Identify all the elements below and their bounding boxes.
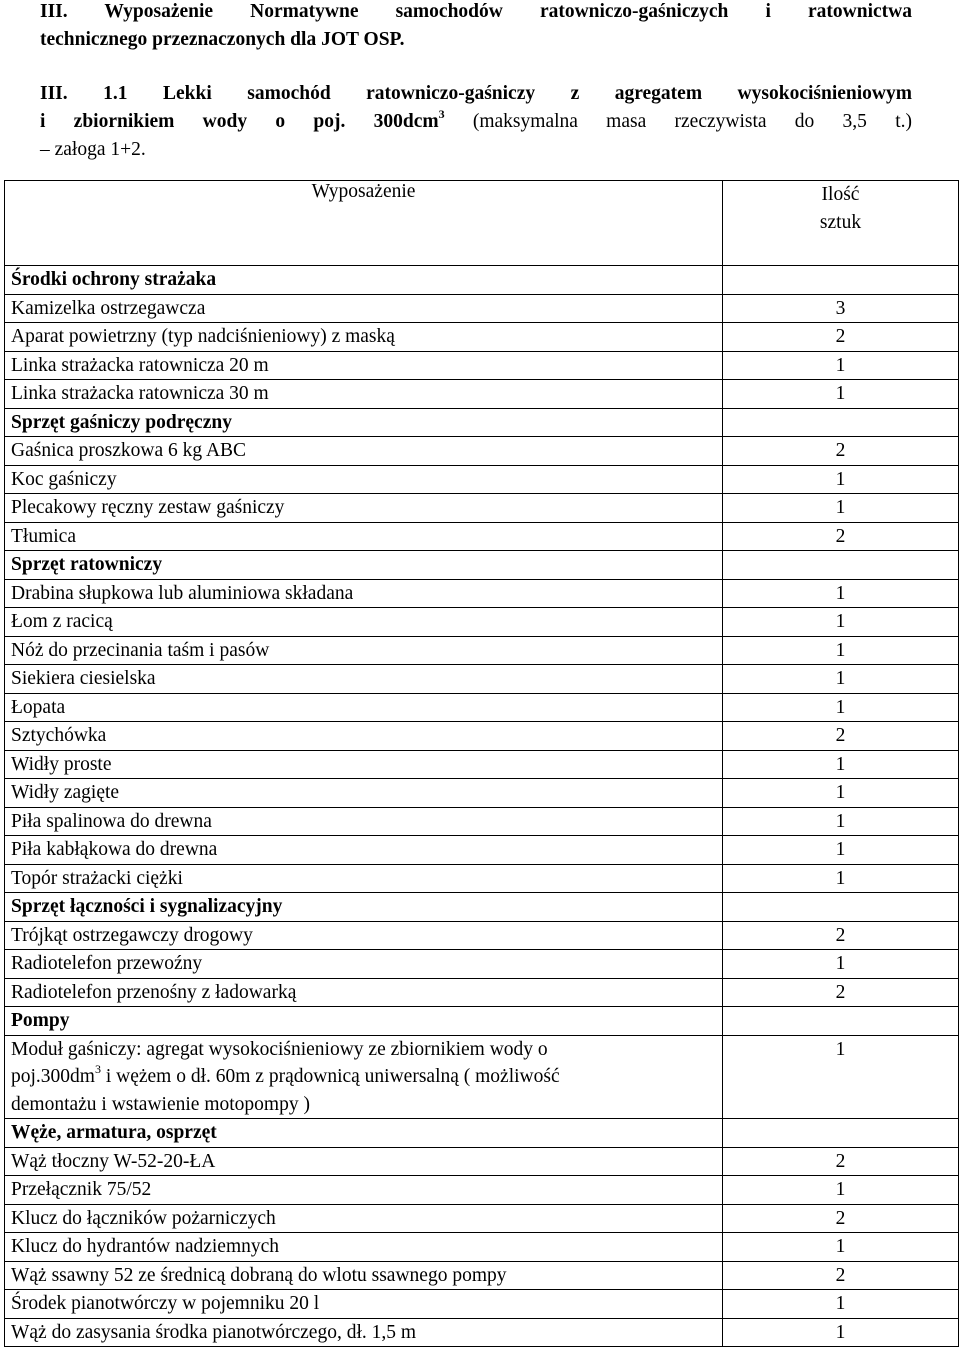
subsection-title-bold: i zbiornikiem wody o poj. 300dcm — [40, 111, 439, 132]
section-title-line-2: technicznego przeznaczonych dla JOT OSP. — [40, 29, 405, 50]
item-quantity: 1 — [723, 1290, 959, 1319]
item-name: Klucz do hydrantów nadziemnych — [5, 1233, 723, 1262]
table-row — [5, 465, 959, 494]
category-name: Pompy — [5, 1007, 723, 1036]
item-name: Radiotelefon przenośny z ładowarką — [5, 978, 723, 1007]
item-quantity: 1 — [723, 950, 959, 979]
item-name: Łopata — [5, 693, 723, 722]
item-quantity: 2 — [723, 921, 959, 950]
item-name: Topór strażacki ciężki — [5, 864, 723, 893]
item-name: Nóż do przecinania taśm i pasów — [5, 636, 723, 665]
table-row — [5, 636, 959, 665]
table-row — [5, 665, 959, 694]
table-row — [5, 608, 959, 637]
item-quantity: 2 — [723, 437, 959, 466]
equipment-table — [4, 180, 959, 1347]
superscript-3: 3 — [94, 1061, 101, 1076]
item-name: Wąż do zasysania środka pianotwórczego, dł. 1,5 m — [5, 1318, 723, 1347]
item-name: Koc gaśniczy — [5, 465, 723, 494]
item-quantity — [723, 266, 959, 295]
table-row — [5, 323, 959, 352]
table-row — [5, 294, 959, 323]
item-name-part: Moduł gaśniczy: agregat wysokociśnieniowy ze zbiornikiem wody o — [11, 1038, 548, 1060]
item-quantity: 1 — [723, 836, 959, 865]
category-name: Sprzęt łączności i sygnalizacyjny — [5, 893, 723, 922]
item-quantity: 2 — [723, 1147, 959, 1176]
table-row — [5, 1147, 959, 1176]
header-quantity — [723, 181, 959, 266]
item-name: Aparat powietrzny (typ nadciśnieniowy) z maską — [5, 323, 723, 352]
item-quantity: 1 — [723, 380, 959, 409]
item-quantity: 2 — [723, 722, 959, 751]
item-quantity — [723, 551, 959, 580]
table-row — [5, 1035, 959, 1119]
item-name: Trójkąt ostrzegawczy drogowy — [5, 921, 723, 950]
table-header-row — [5, 181, 959, 266]
item-name: Środek pianotwórczy w pojemniku 20 l — [5, 1290, 723, 1319]
category-row — [5, 551, 959, 580]
item-name — [5, 1035, 723, 1119]
item-quantity — [723, 408, 959, 437]
item-quantity: 1 — [723, 494, 959, 523]
item-quantity: 1 — [723, 636, 959, 665]
item-name: Klucz do łączników pożarniczych — [5, 1204, 723, 1233]
table-row — [5, 522, 959, 551]
item-name: Przełącznik 75/52 — [5, 1176, 723, 1205]
table-row — [5, 693, 959, 722]
item-quantity: 1 — [723, 779, 959, 808]
item-quantity — [723, 1119, 959, 1148]
item-quantity: 1 — [723, 1233, 959, 1262]
category-name: Sprzęt gaśniczy podręczny — [5, 408, 723, 437]
table-row — [5, 1261, 959, 1290]
item-name: Drabina słupkowa lub aluminiowa składana — [5, 579, 723, 608]
item-name: Widły proste — [5, 750, 723, 779]
table-row — [5, 722, 959, 751]
section-title-line-1: III. Wyposażenie Normatywne samochodów ratowniczo-gaśniczych i ratownictwa — [40, 1, 912, 22]
item-name: Wąż tłoczny W-52-20-ŁA — [5, 1147, 723, 1176]
table-row — [5, 437, 959, 466]
item-name: Piła kabłąkowa do drewna — [5, 836, 723, 865]
table-row — [5, 864, 959, 893]
item-quantity — [723, 1007, 959, 1036]
item-quantity: 1 — [723, 608, 959, 637]
table-row — [5, 1318, 959, 1347]
table-row — [5, 494, 959, 523]
item-name-part: demontażu i wstawienie motopompy ) — [11, 1093, 310, 1115]
table-row — [5, 1176, 959, 1205]
subsection-title-mass: (maksymalna masa rzeczywista do 3,5 t.) — [444, 111, 912, 132]
table-row — [5, 921, 959, 950]
category-row — [5, 408, 959, 437]
item-quantity: 3 — [723, 294, 959, 323]
table-body — [5, 266, 959, 1347]
item-name: Linka strażacka ratownicza 20 m — [5, 351, 723, 380]
subsection-title-line-2 — [40, 108, 912, 136]
item-name-part: i wężem o dł. 60m z prądownicą uniwersalną ( możliwość — [100, 1066, 560, 1087]
category-row — [5, 266, 959, 295]
table-row — [5, 351, 959, 380]
category-row — [5, 893, 959, 922]
item-quantity: 2 — [723, 323, 959, 352]
table-row — [5, 1204, 959, 1233]
item-quantity: 1 — [723, 665, 959, 694]
item-name: Kamizelka ostrzegawcza — [5, 294, 723, 323]
table-row — [5, 750, 959, 779]
item-name: Tłumica — [5, 522, 723, 551]
item-name: Siekiera ciesielska — [5, 665, 723, 694]
table-row — [5, 1290, 959, 1319]
table-row — [5, 836, 959, 865]
table-row — [5, 807, 959, 836]
item-quantity: 1 — [723, 1318, 959, 1347]
category-row — [5, 1007, 959, 1036]
item-name: Plecakowy ręczny zestaw gaśniczy — [5, 494, 723, 523]
table-row — [5, 1233, 959, 1262]
item-name: Piła spalinowa do drewna — [5, 807, 723, 836]
item-quantity: 1 — [723, 750, 959, 779]
item-name: Łom z racicą — [5, 608, 723, 637]
item-quantity: 1 — [723, 465, 959, 494]
item-quantity: 1 — [723, 864, 959, 893]
item-name: Gaśnica proszkowa 6 kg ABC — [5, 437, 723, 466]
header-quantity-line1: Ilość — [821, 184, 860, 205]
table-row — [5, 779, 959, 808]
table-row — [5, 380, 959, 409]
table-row — [5, 978, 959, 1007]
item-name: Widły zagięte — [5, 779, 723, 808]
item-quantity: 1 — [723, 351, 959, 380]
header-quantity-line2: sztuk — [819, 212, 862, 233]
category-name: Sprzęt ratowniczy — [5, 551, 723, 580]
item-name: Linka strażacka ratownicza 30 m — [5, 380, 723, 409]
item-quantity — [723, 893, 959, 922]
subsection-title-crew: – załoga 1+2. — [40, 139, 146, 160]
table-row — [5, 579, 959, 608]
item-quantity: 2 — [723, 1204, 959, 1233]
item-quantity: 1 — [723, 579, 959, 608]
item-quantity: 1 — [723, 1176, 959, 1205]
subsection-title-line-1: III. 1.1 Lekki samochód ratowniczo-gaśniczy z agregatem wysokociśnieniowym — [40, 83, 912, 104]
item-quantity: 2 — [723, 522, 959, 551]
item-name-part: poj.300dm — [11, 1066, 95, 1087]
category-row — [5, 1119, 959, 1148]
category-name: Środki ochrony strażaka — [5, 266, 723, 295]
item-name: Radiotelefon przewoźny — [5, 950, 723, 979]
item-quantity: 1 — [723, 807, 959, 836]
item-quantity: 2 — [723, 978, 959, 1007]
table-row — [5, 950, 959, 979]
category-name: Węże, armatura, osprzęt — [5, 1119, 723, 1148]
item-quantity: 1 — [723, 1035, 959, 1119]
superscript-3: 3 — [438, 106, 445, 121]
item-name: Wąż ssawny 52 ze średnicą dobraną do wlotu ssawnego pompy — [5, 1261, 723, 1290]
item-quantity: 1 — [723, 693, 959, 722]
header-equipment: Wyposażenie — [5, 181, 723, 266]
item-name: Sztychówka — [5, 722, 723, 751]
item-quantity: 2 — [723, 1261, 959, 1290]
